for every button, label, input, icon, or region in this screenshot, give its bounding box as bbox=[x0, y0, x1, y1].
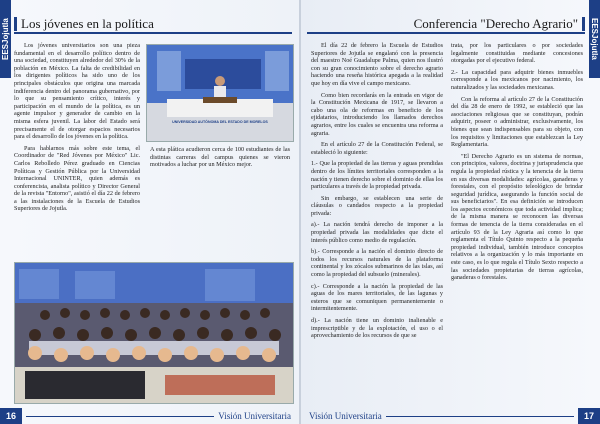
lecture-photo-image bbox=[147, 45, 293, 141]
header-rule bbox=[307, 32, 585, 34]
right-paragraph: Sin embargo, se establecen una serie de cláusulas o candados respecto a la propiedad privada: bbox=[311, 194, 443, 217]
banner-text: UNIVERSIDAD AUTÓNOMA DEL ESTADO DE MORELOS bbox=[172, 120, 268, 124]
page-number: 16 bbox=[0, 408, 22, 424]
right-paragraph: 2.- La capacidad para adquirir bienes inmuebles corresponde a los mexicanos por nacimiento, los naturalizados y las sociedades mexicanas. bbox=[451, 68, 583, 91]
right-paragraph: c).- Corresponde a la nación la propiedad de las aguas de los mares territoriales, de las lagunas y esteros que se comuniquen permanentemente o intermitentemente. bbox=[311, 282, 443, 313]
left-paragraph: Los jóvenes universitarios son una pieza fundamental en el desarrollo político dentro de una sociedad, constituyen alrededor del 30% de la población en México. La falta de credibilidad en los dirigentes políticos ha sido uno de los principales obstáculos que origina una marcada indiferencia dentro del panorama gubernativo, por lo que su pensamiento crítico, interés y participación en el mundo de la política, es un agente impulsor y generador de cambio en la misma esfera juvenil. La labor del Estado será precisamente el de otorgar espacios necesarios para el desarrollo de los jóvenes en la política. bbox=[14, 42, 140, 141]
right-paragraph: En el artículo 27 de la Constitución Federal, se estableció lo siguiente: bbox=[311, 141, 443, 156]
header-rule bbox=[14, 32, 292, 34]
right-side-tab: EESJojutla bbox=[589, 0, 600, 78]
right-column-1-text bbox=[311, 42, 443, 344]
footer-publication-name: Visión Universitaria bbox=[309, 411, 382, 421]
header-bar bbox=[582, 17, 585, 31]
left-page-title: Los jóvenes en la política bbox=[21, 16, 154, 31]
right-paragraph: Como bien recordarás en la entrada en vigor de la Constitución Mexicana de 1917, se llevaron a cabo una ola de reformas en beneficio de los ejidatarios, introduciendo los llamados derechos agrarios, entre los cuales se encuentra una reforma a agraria. bbox=[311, 91, 443, 137]
page-number: 17 bbox=[578, 408, 600, 424]
right-paragraph: El día 22 de febrero la Escuela de Estudios Superiores de Jojutla se engalanó con la presencia del maestro Noé Guadalupe Palma, quien nos ilustró con su gran conocimiento sobre el derecho agrario haciendo una reseña histórica apegada a la realidad que hoy en día vive el campo mexicano. bbox=[311, 42, 443, 87]
left-paragraph: Para hablarnos más sobre este tema, el Coordinador de "Red Jóvenes por México" Lic. Carlos Rebolledo Pérez graduado en Ciencias Políticas y Gestión Pública por la Universidad Internacional UNINTER, quien además es conferencista, analista político y Director General de la revista "Entorno", asistió el día 22 de febrero a las instalaciones de la Escuela de Estudios Superiores de Jojutla. bbox=[14, 144, 140, 213]
right-paragraph: 1.- Que la propiedad de las tierras y aguas prendidas dentro de los límites territoriales corresponden a la nación y tienen derecho sobre el dominio de ellas los particulares a través de la propiedad privada. bbox=[311, 160, 443, 191]
right-footer bbox=[301, 408, 600, 424]
left-side-tab: EESJojutla bbox=[0, 0, 11, 78]
left-footer bbox=[0, 408, 299, 424]
photo-caption: A esta plática acudieron cerca de 100 estudiantes de las distintas carreras del campus quienes se vieron motivados a luchar por un México mejor. bbox=[150, 146, 290, 169]
left-page bbox=[0, 0, 299, 424]
right-page-title: Conferencia "Derecho Agrario" bbox=[413, 16, 578, 31]
right-column-2-text bbox=[451, 42, 583, 286]
right-paragraph: "El Derecho Agrario es un sistema de normas, con principios, valores, doctrina y jurisprudencia que regula la propiedad rústica y la tenencia de la tierra en sus diversas modalidades: agrícolas, ganaderas y forestales, con el propósito teleológico de brindar seguridad jurídica, asegurando la función social de sus beneficiarios". En esa definición se introducen los aspectos económicos que toda actividad implica; de la misma manera se reconocen las diversas formas de tenencia de la tierra consideradas en el artículo 93 de la Ley Agraria así como lo que reglamenta el Título Quinto respecto a la pequeña propiedad individual, también introduce conceptos relativos a la organización y lo más importante en este caso, es lo que regula el Título Sexto respecto a las sociedades propietarias de tierras agrícolas, ganaderas o forestales. bbox=[451, 152, 583, 282]
left-header bbox=[14, 14, 292, 34]
right-paragraph: trata, por los particulares o por sociedades legalmente constituidas mediante concesiones otorgadas por el ejecutivo federal. bbox=[451, 42, 583, 65]
right-paragraph: b).- Corresponde a la nación el dominio directo de todos los recursos naturales de la plataforma continental y los zócalos submarinos de las islas, así como la propiedad del subsuelo (minerales). bbox=[311, 248, 443, 279]
right-paragraph: d).- La nación tiene un dominio inalienable e imprescriptible y de la explotación, el uso o el aprovechamiento de los recursos de que se bbox=[311, 317, 443, 340]
audience-photo bbox=[14, 262, 294, 404]
footer-rule bbox=[386, 416, 574, 417]
lecture-photo bbox=[146, 44, 294, 142]
footer-rule bbox=[26, 416, 214, 417]
right-paragraph: a).- La nación tendrá derecho de imponer a la propiedad privada las modalidades que dicte el interés público como medio de regulación. bbox=[311, 221, 443, 244]
left-column-text bbox=[14, 42, 140, 217]
right-paragraph: Con la reforma al artículo 27 de la Constitución del día 28 de enero de 1992, se estableció que las asociaciones religiosas que se constituyan, podrán adquirir, poseer o administrar, exclusivamente, los bienes que sean indispensables para su objeto, con los requisitos y limitaciones que establezcan la Ley Reglamentaria. bbox=[451, 95, 583, 149]
audience-photo-image bbox=[15, 263, 293, 403]
right-page bbox=[301, 0, 600, 424]
right-header bbox=[307, 14, 585, 34]
footer-publication-name: Visión Universitaria bbox=[218, 411, 291, 421]
